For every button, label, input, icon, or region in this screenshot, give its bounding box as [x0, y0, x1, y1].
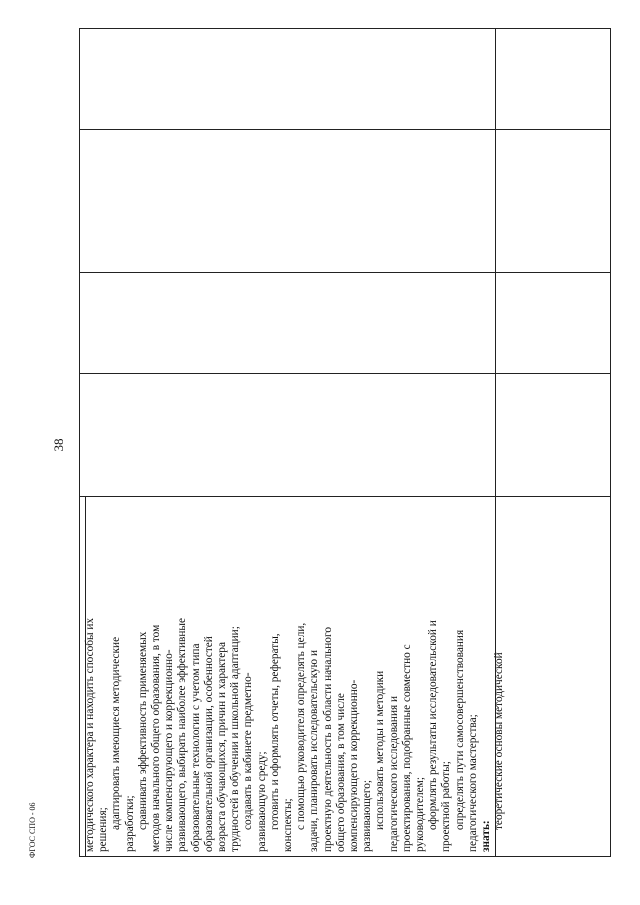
text-line: решения;: [97, 807, 110, 852]
text-line: с помощью руководителя определять цели,: [295, 622, 308, 830]
text-line: педагогического исследования и: [387, 695, 400, 852]
text-line: развивающего, выбирать наиболее эффективные: [176, 617, 189, 852]
text-line: теоретические основы методической: [493, 652, 506, 830]
text-line: использовать методы и методики: [374, 670, 387, 830]
text-line: педагогического мастерства;: [466, 714, 479, 852]
text-line: компенсирующего и коррекционно-: [348, 679, 361, 852]
text-line: задачи, планировать исследовательскую и: [308, 650, 321, 852]
text-line: образовательные технологии с учетом типа: [189, 643, 202, 852]
text-line: возраста обучающихся, причин и характера: [216, 642, 229, 852]
text-line: методов начального общего образования, в том: [150, 624, 163, 852]
text-line: развивающего;: [361, 780, 374, 852]
text-line: сравнивать эффективность применяемых: [136, 631, 149, 830]
text-line: оформлять результаты исследовательской и: [427, 620, 440, 830]
text-line: определять пути самосовершенствования: [453, 629, 466, 830]
text-line: разработки;: [123, 795, 136, 852]
text-line: адаптировать имеющиеся методические: [110, 636, 123, 830]
text-line: проектирования, подобранные совместно с: [400, 644, 413, 852]
text-line: общего образования, в том числе: [334, 693, 347, 852]
text-line: проектной работы;: [440, 761, 453, 852]
text-line: создавать в кабинете предметно-: [242, 672, 255, 830]
text-line: знать:: [480, 820, 493, 852]
text-line: готовить и оформлять отчеты, рефераты,: [268, 633, 281, 830]
footer-mark: ФГОС СПО - 06: [28, 802, 37, 858]
page-number: 38: [51, 438, 66, 452]
competency-cell-text: [84, 500, 506, 856]
text-line: проектную деятельность в области начального: [321, 627, 334, 852]
text-line: развивающую среду;: [255, 751, 268, 852]
text-line: числе компенсирующего и коррекционно-: [163, 649, 176, 852]
text-line: конспекты;: [282, 798, 295, 852]
text-line: образовательной организации, особенностей: [202, 636, 215, 852]
text-line: трудностей в обучении и школьной адаптации;: [229, 626, 242, 852]
text-line: методического характера и находить способы их: [84, 617, 96, 852]
text-line: руководителем;: [414, 777, 427, 852]
